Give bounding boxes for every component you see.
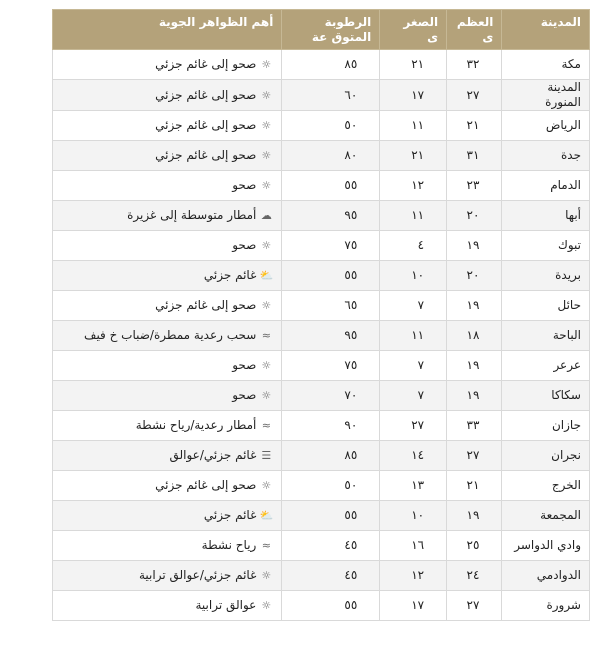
humidity-cell: ٧٥ [282,351,380,381]
table-row [53,441,590,471]
max-temp-cell: ٢٧ [447,441,502,471]
humidity-cell: ٩٥ [282,201,380,231]
weather-cell [53,471,282,501]
min-temp-cell: ١٤ [380,441,447,471]
min-temp-cell: ١٠ [380,261,447,291]
weather-cell [53,441,282,471]
min-temp-cell: ١٣ [380,471,447,501]
humidity-cell: ٨٥ [282,50,380,80]
city-cell: وادي الدواسر [502,531,590,561]
min-temp-cell: ١١ [380,201,447,231]
weather-cell [53,80,282,111]
max-temp-cell: ٢٤ [447,561,502,591]
city-cell: الرياض [502,111,590,141]
min-temp-cell: ١٧ [380,80,447,111]
weather-cell [53,261,282,291]
weather-text: صحو [232,238,257,252]
weather-cell [53,561,282,591]
humidity-cell: ٥٥ [282,591,380,621]
weather-text: سحب رعدية ممطرة/ضباب خ فيف [84,328,257,342]
table-row [53,171,590,201]
weather-text: عوالق ترابية [195,598,257,612]
min-temp-cell: ٤ [380,231,447,261]
max-temp-cell: ٢٠ [447,261,502,291]
city-cell: سكاكا [502,381,590,411]
max-temp-cell: ٢٧ [447,80,502,111]
weather-text: صحو إلى غائم جزئي [155,148,257,162]
header-min: الصغر ى [380,10,447,50]
humidity-cell: ٩٠ [282,411,380,441]
max-temp-cell: ٢١ [447,471,502,501]
city-cell: عرعر [502,351,590,381]
dust-icon: ☼ [261,569,272,582]
weather-text: صحو إلى غائم جزئي [155,87,257,102]
city-cell: الخرج [502,471,590,501]
weather-cell [53,321,282,351]
max-temp-cell: ٣٢ [447,50,502,80]
weather-text: صحو [232,358,257,372]
weather-text: غائم جزئي [203,508,257,522]
city-cell: مكة [502,50,590,80]
sun-cloud-icon: ☼ [261,149,272,162]
max-temp-cell: ١٩ [447,231,502,261]
weather-text: أمطار متوسطة إلى غزيرة [127,208,257,222]
city-cell: حائل [502,291,590,321]
humidity-cell: ٧٥ [282,231,380,261]
city-cell: شرورة [502,591,590,621]
weather-table [52,9,590,621]
city-cell: المدينة المنورة [502,80,590,111]
rain-cloud-icon: ☁ [260,209,272,222]
city-cell: جدة [502,141,590,171]
min-temp-cell: ٧ [380,291,447,321]
table-row [53,411,590,441]
max-temp-cell: ١٨ [447,321,502,351]
min-temp-cell: ١٦ [380,531,447,561]
humidity-cell: ٤٥ [282,561,380,591]
min-temp-cell: ١٧ [380,591,447,621]
min-temp-cell: ٧ [380,381,447,411]
table-row [53,561,590,591]
table-row [53,231,590,261]
weather-text: صحو إلى غائم جزئي [155,118,257,132]
humidity-cell: ٨٠ [282,141,380,171]
city-cell: نجران [502,441,590,471]
table-row [53,471,590,501]
humidity-cell: ٩٥ [282,321,380,351]
table-header [53,10,590,50]
humidity-cell: ٥٥ [282,171,380,201]
weather-cell [53,50,282,80]
min-temp-cell: ١١ [380,111,447,141]
weather-cell [53,351,282,381]
weather-text: صحو [232,388,257,402]
weather-text: غائم جزئي/عوالق [169,448,257,462]
dust-icon: ☼ [261,599,272,612]
weather-cell [53,171,282,201]
max-temp-cell: ٣١ [447,141,502,171]
table-row [53,351,590,381]
min-temp-cell: ١٠ [380,501,447,531]
humidity-cell: ٨٥ [282,441,380,471]
min-temp-cell: ١١ [380,321,447,351]
humidity-cell: ٦٠ [282,80,380,111]
sun-cloud-icon: ☼ [261,88,272,102]
table-row [53,321,590,351]
min-temp-cell: ١٢ [380,171,447,201]
table-row [53,201,590,231]
table-row [53,381,590,411]
weather-cell [53,381,282,411]
sun-icon: ☼ [261,389,272,402]
dust-icon: ☰ [261,449,272,462]
sun-cloud-icon: ☼ [261,299,272,312]
humidity-cell: ٥٥ [282,261,380,291]
city-cell: أبها [502,201,590,231]
weather-text: صحو [232,178,257,192]
weather-cell [53,591,282,621]
min-temp-cell: ٧ [380,351,447,381]
max-temp-cell: ٢٠ [447,201,502,231]
table-row [53,591,590,621]
partly-cloudy-icon: ⛅ [259,269,274,282]
max-temp-cell: ٣٣ [447,411,502,441]
city-cell: الباحة [502,321,590,351]
humidity-cell: ٥٠ [282,471,380,501]
min-temp-cell: ٢١ [380,50,447,80]
wind-icon: ≈ [261,539,271,552]
header-weather: أهم الظواهر الجوية [53,10,282,50]
min-temp-cell: ٢١ [380,141,447,171]
weather-cell [53,111,282,141]
weather-text: رياح نشطة [201,538,257,552]
table-row [53,501,590,531]
table-row [53,291,590,321]
city-cell: تبوك [502,231,590,261]
table-row [53,111,590,141]
wind-icon: ≈ [261,419,271,432]
weather-text: غائم جزئي/عوالق ترابية [138,568,257,582]
weather-text: غائم جزئي [203,268,257,282]
weather-cell [53,231,282,261]
weather-cell [53,501,282,531]
humidity-cell: ٦٥ [282,291,380,321]
max-temp-cell: ٢٣ [447,171,502,201]
table-row [53,141,590,171]
sun-icon: ☼ [261,239,272,252]
max-temp-cell: ٢١ [447,111,502,141]
weather-cell [53,201,282,231]
sun-icon: ☼ [261,359,272,372]
weather-text: أمطار رعدية/رياح نشطة [135,418,257,432]
city-cell: المجمعة [502,501,590,531]
weather-cell [53,531,282,561]
header-city: المدينة [502,10,590,50]
weather-text: صحو إلى غائم جزئي [155,298,257,312]
max-temp-cell: ٢٥ [447,531,502,561]
weather-text: صحو إلى غائم جزئي [155,478,257,492]
humidity-cell: ٥٥ [282,501,380,531]
max-temp-cell: ١٩ [447,381,502,411]
humidity-cell: ٤٥ [282,531,380,561]
min-temp-cell: ١٢ [380,561,447,591]
weather-cell [53,411,282,441]
max-temp-cell: ١٩ [447,291,502,321]
table-body [53,50,590,621]
header-max: العظم ى [447,10,502,50]
weather-cell [53,291,282,321]
sun-cloud-icon: ☼ [261,479,272,492]
header-humidity: الرطوبة المتوق عة [282,10,380,50]
humidity-cell: ٧٠ [282,381,380,411]
table-row [53,80,590,111]
city-cell: بريدة [502,261,590,291]
sun-cloud-icon: ☼ [261,58,272,71]
table-row [53,261,590,291]
sun-cloud-icon: ☼ [261,119,272,132]
city-cell: جازان [502,411,590,441]
city-cell: الدوادمي [502,561,590,591]
max-temp-cell: ١٩ [447,351,502,381]
wind-icon: ≈ [261,329,271,342]
humidity-cell: ٥٠ [282,111,380,141]
partly-cloudy-icon: ⛅ [259,509,274,522]
min-temp-cell: ٢٧ [380,411,447,441]
sun-icon: ☼ [261,179,272,192]
weather-text: صحو إلى غائم جزئي [155,57,257,71]
city-cell: الدمام [502,171,590,201]
weather-table-container [52,9,590,621]
max-temp-cell: ١٩ [447,501,502,531]
weather-cell [53,141,282,171]
table-row [53,50,590,80]
table-row [53,531,590,561]
max-temp-cell: ٢٧ [447,591,502,621]
